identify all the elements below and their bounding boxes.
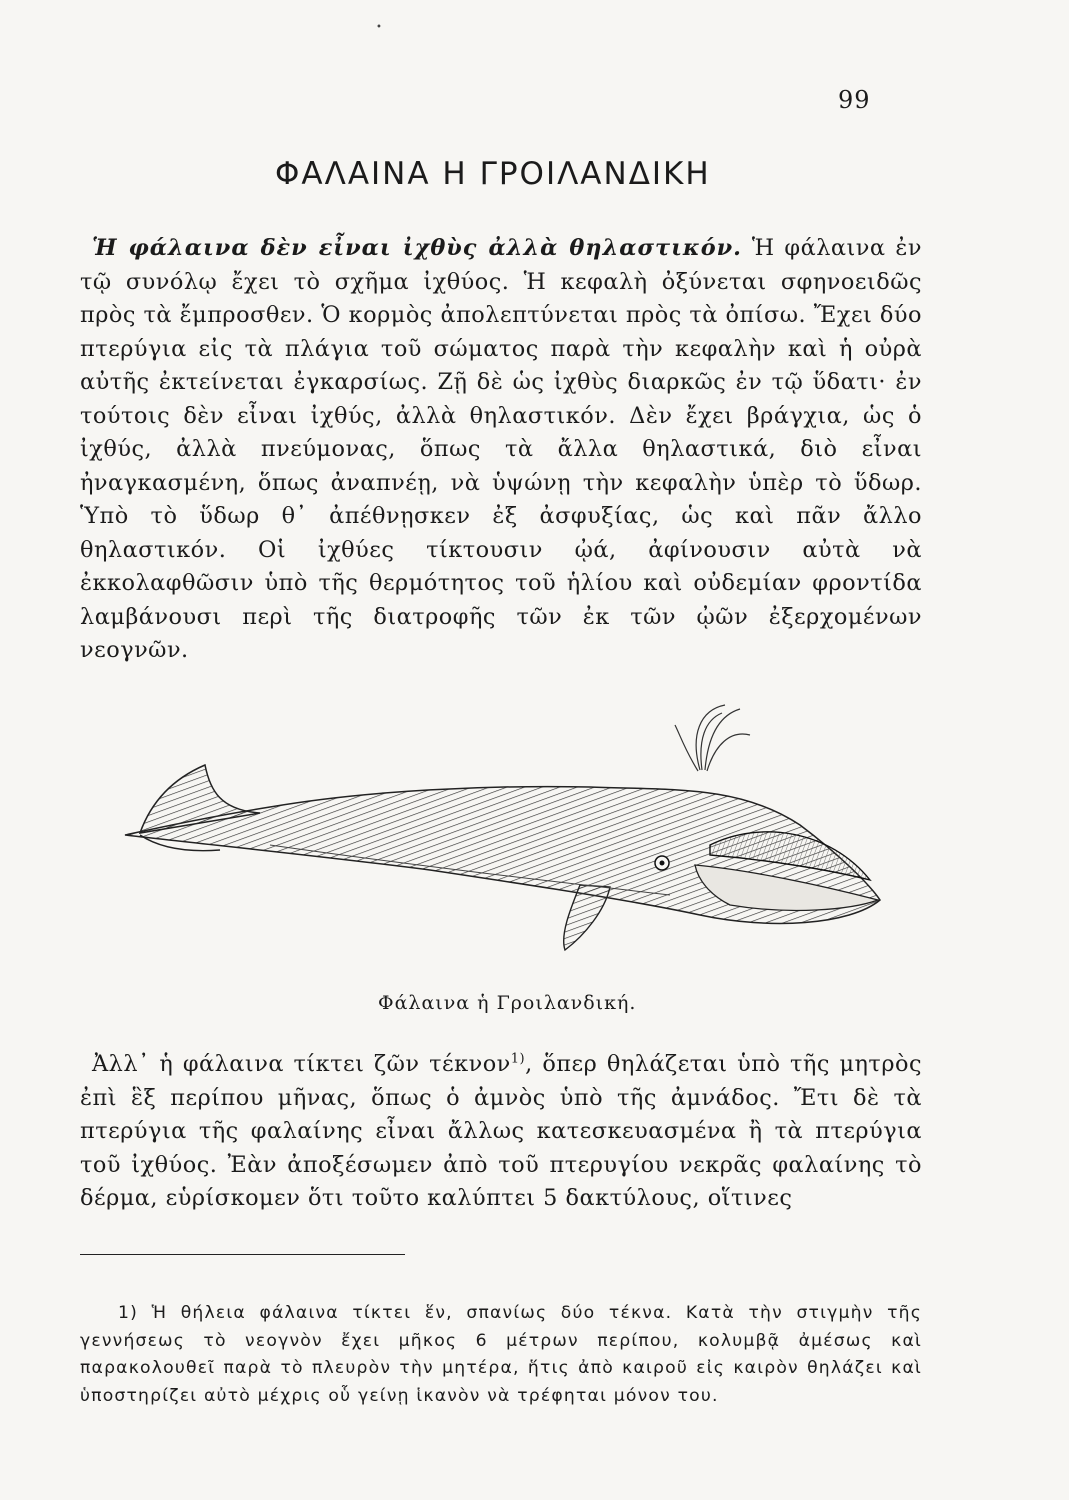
whale-engraving xyxy=(110,695,890,965)
footnote-text: Ἡ θήλεια φάλαινα τίκτει ἕν, σπανίως δύο τέκνα. Κατὰ τὴν στιγμὴν τῆς γεννήσεως τὸ νεογνὸν ἔχει μῆκος 6 μέτρων περίπου, κολυμβᾷ ἀμέσως καὶ παρακολουθεῖ παρὰ τὸ πλευρὸν τὴν μητέρα, ἥτις ἀπὸ καιροῦ εἰς καιρὸν θηλάζει καὶ ὑποστηρίζει αὐτὸ μέχρις οὗ γείνῃ ἱκανὸν νὰ τρέφηται μόνον του. xyxy=(80,1303,922,1406)
footnote-marker: 1) xyxy=(118,1303,139,1323)
paragraph-intro xyxy=(80,232,922,668)
printing-dot: • xyxy=(376,22,382,33)
paragraph-body: Ἡ φάλαινα ἐν τῷ συνόλῳ ἔχει τὸ σχῆμα ἰχθύος. Ἡ κεφαλὴ ὀξύνεται σφηνοειδῶς πρὸς τὰ ἔμπροσθεν. Ὁ κορμὸς ἀπολεπτύνεται πρὸς τὰ ὀπίσω. Ἔχει δύο πτερύγια εἰς τὰ πλάγια τοῦ σώματος παρὰ τὴν κεφαλὴν καὶ ἡ οὐρὰ αὐτῆς ἐκτείνεται ἐγκαρσίως. Ζῇ δὲ ὡς ἰχθὺς διαρκῶς ἐν τῷ ὕδατι· ἐν τούτοις δὲν εἶναι ἰχθύς, ἀλλὰ θηλαστικόν. Δὲν ἔχει βράγχια, ὡς ὁ ἰχθύς, ἀλλὰ πνεύμονας, ὅπως τὰ ἄλλα θηλαστικά, διὸ εἶναι ἠναγκασμένη, ὅπως ἀναπνέῃ, νὰ ὑψώνῃ τὴν κεφαλὴν ὑπὲρ τὸ ὕδωρ. Ὑπὸ τὸ ὕδωρ θ᾽ ἀπέθνῃσκεν ἐξ ἀσφυξίας, ὡς καὶ πᾶν ἄλλο θηλαστικόν. Οἱ ἰχθύες τίκτουσιν ᾠά, ἀφίνουσιν αὐτὰ νὰ ἐκκολαφθῶσιν ὑπὸ τῆς θερμότητος τοῦ ἡλίου καὶ οὐδεμίαν φροντίδα λαμβάνουσι περὶ τῆς διατροφῆς τῶν ἐκ τῶν ᾠῶν ἐξερχομένων νεογνῶν. xyxy=(80,235,923,663)
page-number: 99 xyxy=(838,86,871,114)
paragraph-lead: Ἡ φάλαινα δὲν εἶναι ἰχθὺς ἀλλὰ θηλαστικόν. xyxy=(92,235,742,261)
paragraph-second-end: , ὅπερ θηλάζεται ὑπὸ τῆς μητρὸς ἐπὶ ἓξ περίπου μῆνας, ὅπως ὁ ἀμνὸς ὑπὸ τῆς ἀμνάδος. Ἔτι δὲ τὰ πτερύγια τῆς φαλαίνης εἶναι ἄλλως κατεσκευασμένα ἢ τὰ πτερύγια τοῦ ἰχθύος. Ἐὰν ἀποξέσωμεν ἀπὸ τοῦ πτερυγίου νεκρᾶς φαλαίνης τὸ δέρμα, εὑρίσκομεν ὅτι τοῦτο καλύπτει 5 δακτύλους, οἵτινες xyxy=(80,1051,922,1211)
footnote xyxy=(80,1300,922,1410)
footnote-divider xyxy=(80,1254,405,1255)
paragraph-second-start: Ἀλλ᾽ ἡ φάλαινα τίκτει ζῶν τέκνον xyxy=(92,1051,511,1077)
whale-illustration xyxy=(110,695,890,965)
pectoral-fin xyxy=(564,885,610,950)
water-spout xyxy=(675,705,750,771)
paragraph-second xyxy=(80,1048,922,1216)
page-title: ΦΑΛΑΙΝΑ Η ΓΡΟΙΛΑΝΔΙΚΗ xyxy=(275,156,711,192)
footnote-reference: 1) xyxy=(510,1051,526,1067)
figure-caption: Φάλαινα ἡ Γροιλανδική. xyxy=(378,992,637,1014)
